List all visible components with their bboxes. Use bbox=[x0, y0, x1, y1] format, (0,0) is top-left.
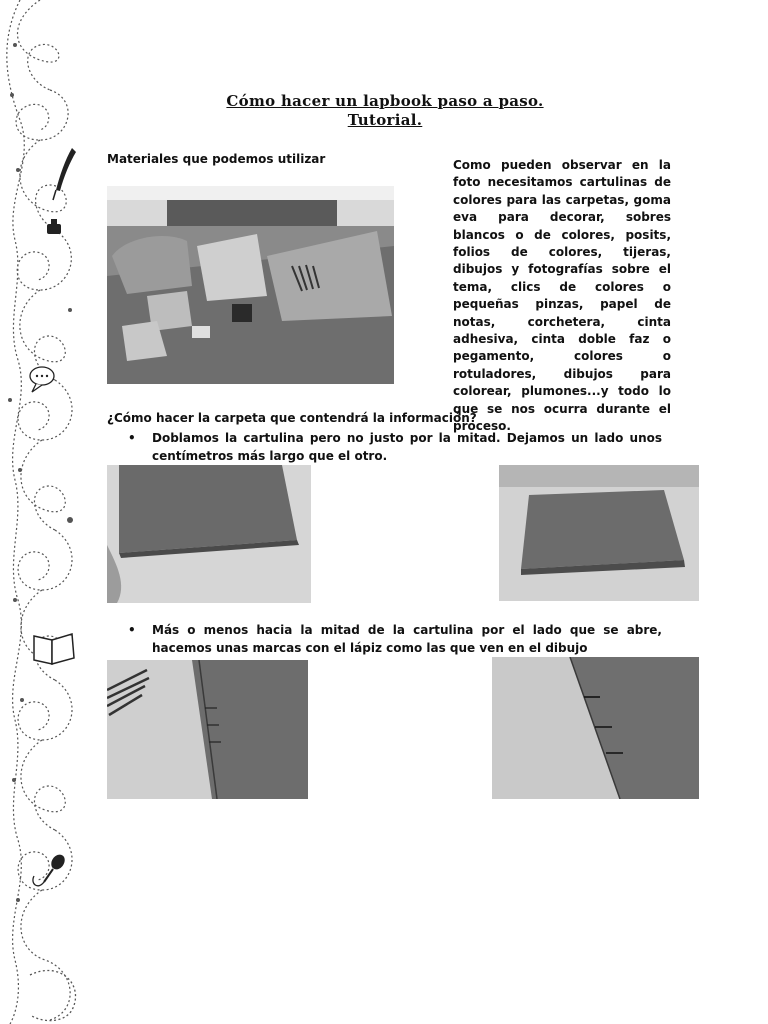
title-line-2: Tutorial. bbox=[347, 111, 423, 129]
quill-pen-icon bbox=[53, 148, 76, 200]
marks-photo-2 bbox=[492, 657, 699, 799]
marks-photo-1 bbox=[107, 660, 308, 799]
inkwell-icon bbox=[47, 219, 61, 234]
title-line-1: Cómo hacer un lapbook paso a paso. bbox=[226, 92, 544, 110]
bullet-text: Doblamos la cartulina pero no justo por la mitad. Dejamos un lado unos centímetros más largo que el otro. bbox=[152, 431, 662, 463]
list-item bbox=[130, 621, 662, 657]
fold-photo-1 bbox=[107, 465, 311, 603]
bullet-marker: • bbox=[128, 431, 136, 445]
bullet-marker: • bbox=[128, 623, 136, 637]
fold-photo-2 bbox=[499, 465, 699, 601]
microphone-icon bbox=[33, 852, 68, 886]
bullet-text: Más o menos hacia la mitad de la cartulina por el lado que se abre, hacemos unas marcas con el lápiz como las que ven en el dibujo bbox=[152, 623, 662, 655]
document-title bbox=[200, 92, 570, 130]
list-item bbox=[130, 429, 662, 465]
open-book-icon bbox=[34, 634, 74, 664]
folder-heading: ¿Cómo hacer la carpeta que contendrá la información? bbox=[107, 411, 477, 425]
materials-photo bbox=[107, 186, 394, 384]
decorative-swirl-border bbox=[0, 0, 100, 1024]
materials-heading: Materiales que podemos utilizar bbox=[107, 152, 326, 166]
speech-bubble-icon bbox=[30, 367, 54, 392]
materials-paragraph: Como pueden observar en la foto necesitamos cartulinas de colores para las carpetas, goma eva para decorar, sobres blancos o de colores, posits, folios de colores, tijeras, dibujos y fotografías sobre el tema, clics de colores o pequeñas pinzas, papel de notas, corchetera, cinta adhesiva, cinta doble faz o pegamento, colores o rotuladores, dibujos para colorear, plumones...y todo lo que se nos ocurra durante el proceso. bbox=[453, 158, 671, 434]
